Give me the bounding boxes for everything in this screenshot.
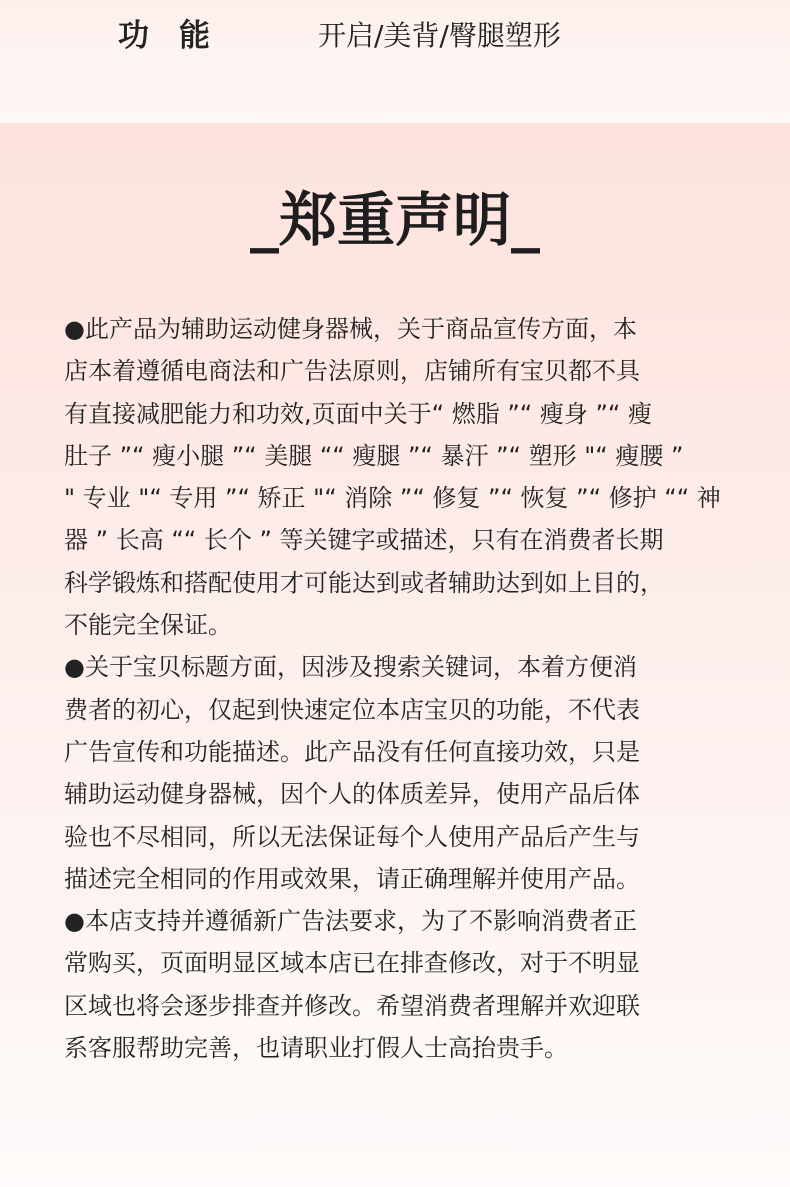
- notice-line: 器 ” 长高 ““ 长个 ” 等关键字或描述，只有在消费者长期: [64, 526, 664, 555]
- notice-line: 有直接减肥能力和功效,页面中关于“ 燃脂 ”“ 瘦身 ”“ 瘦: [64, 399, 652, 428]
- notice-line: 常购买，页面明显区域本店已在排查修改，对于不明显: [64, 949, 640, 978]
- notice-line: 店本着遵循电商法和广告法原则，店铺所有宝贝都不具: [64, 357, 640, 386]
- spec-header-band: [0, 0, 790, 123]
- notice-line: ●此产品为辅助运动健身器械，关于商品宣传方面，本: [64, 315, 637, 343]
- notice-line: ●关于宝贝标题方面，因涉及搜索关键词，本着方便消: [64, 653, 637, 682]
- notice-line: 广告宣传和功能描述。此产品没有任何直接功效，只是: [64, 737, 640, 766]
- notice-line: 区域也将会逐步排查并修改。希望消费者理解并欢迎联: [64, 991, 640, 1020]
- notice-line: 验也不尽相同，所以无法保证每个人使用产品后产生与: [64, 822, 640, 851]
- notice-line: ●本店支持并遵循新广告法要求，为了不影响消费者正: [64, 907, 637, 936]
- notice-line: 肚子 ”“ 瘦小腿 ”“ 美腿 ““ 瘦腿 ”“ 暴汗 ”“ 塑形 "“ 瘦腰 ”: [64, 441, 684, 470]
- spec-label: 功能: [118, 18, 240, 54]
- notice-line: 不能完全保证。: [64, 611, 232, 640]
- notice-line: " 专业 "“ 专用 ”“ 矫正 "“ 消除 ”“ 修复 ”“ 恢复 ”“ 修护 ““ 神: [64, 484, 721, 513]
- notice-title: _郑重声明_: [249, 186, 540, 254]
- notice-line: 科学锻炼和搭配使用才可能达到或者辅助达到如上目的，: [64, 568, 664, 597]
- notice-body: [64, 308, 736, 1069]
- notice-line: 描述完全相同的作用或效果，请正确理解并使用产品。: [64, 864, 640, 893]
- notice-line: 费者的初心，仅起到快速定位本店宝贝的功能，不代表: [64, 695, 640, 724]
- notice-line: 系客服帮助完善，也请职业打假人士高抬贵手。: [64, 1034, 568, 1063]
- notice-line: 辅助运动健身器械，因个人的体质差异，使用产品后体: [64, 780, 640, 809]
- spec-value: 开启/美背/臀腿塑形: [318, 19, 561, 52]
